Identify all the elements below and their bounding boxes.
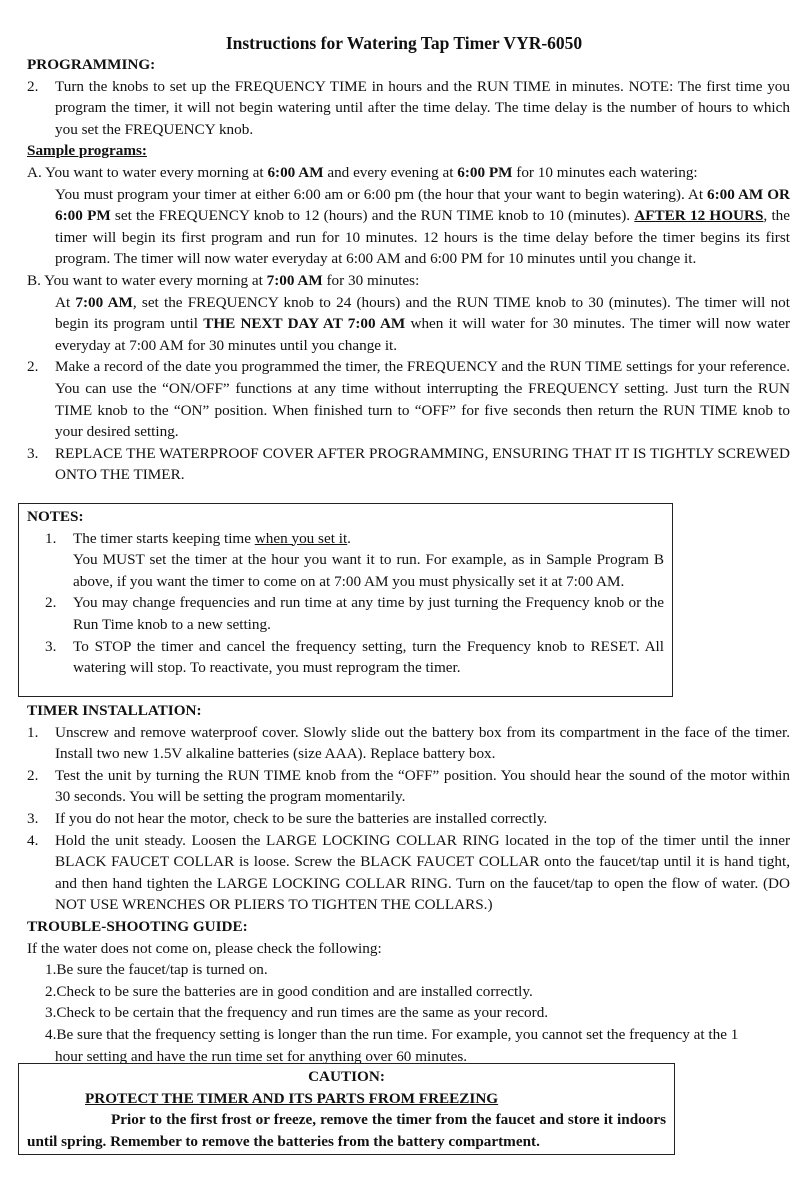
- note-number: 1.: [45, 529, 57, 547]
- sample-a-body-times: 6:00 AM OR 6:00 PM: [55, 185, 790, 225]
- sample-a-body-text-2: set the FREQUENCY knob to 12 (hours) and the RUN TIME knob to 10 (minutes).: [110, 207, 635, 225]
- installation-section: [27, 700, 790, 1067]
- step-number: 2.: [27, 766, 39, 784]
- installation-step: [27, 722, 790, 765]
- programming-heading: PROGRAMMING:: [27, 56, 156, 73]
- sample-b-intro-text-2: for 30 minutes:: [322, 271, 420, 289]
- caution-title: CAUTION:: [308, 1068, 385, 1085]
- sample-a-body: [27, 184, 790, 270]
- note-3-text: To STOP the timer and cancel the frequency setting, turn the Frequency knob to RESET. All watering will stop. To reactivate, you must reprogram the timer.: [73, 637, 664, 677]
- troubleshooting-intro: If the water does not come on, please check the following:: [27, 939, 382, 957]
- installation-step: [27, 765, 790, 808]
- step-text: Unscrew and remove waterproof cover. Slowly slide out the battery box from its compartment in the face of the timer. Install two new 1.5V alkaline batteries (size AAA). Replace battery box.: [55, 723, 790, 763]
- troubleshooting-check-4-line-2: hour setting and have the run time set for anything over 60 minutes.: [55, 1047, 468, 1065]
- step-text: Test the unit by turning the RUN TIME knob from the “OFF” position. You should hear the sound of the motor within 30 seconds. You will be setting the program momentarily.: [55, 766, 790, 806]
- sample-a-intro-text-3: for 10 minutes each watering:: [512, 163, 698, 181]
- sample-b-next-day: THE NEXT DAY AT 7:00 AM: [203, 315, 406, 333]
- sample-b-time: 7:00 AM: [266, 271, 323, 289]
- sample-b-body-text-3: when it will water for 30 minutes. The timer will now water everyday at 7:00 AM for 30 minutes until you change it.: [55, 315, 791, 354]
- document-title: Instructions for Watering Tap Timer VYR-6050: [225, 33, 583, 53]
- installation-step: [27, 830, 790, 916]
- step-text: Make a record of the date you programmed the timer, the FREQUENCY and the RUN TIME settings for your reference. You can use the “ON/OFF” functions at any time without interrupting the FREQUENCY setting. Just turn the RUN TIME knob to the “ON” position. When finished turn to “OFF” for five seconds then return the RUN TIME knob to your desired setting.: [55, 358, 790, 441]
- note-number: 3.: [45, 637, 57, 655]
- sample-b-body-text: At: [55, 293, 76, 311]
- note-number: 2.: [45, 594, 57, 612]
- step-number: 1.: [27, 723, 39, 741]
- troubleshooting-check-4-line-1: 4.Be sure that the frequency setting is longer than the run time. For example, you cannot set the frequency at the 1: [45, 1025, 739, 1043]
- sample-b-intro-text: B. You want to water every morning at: [27, 271, 267, 289]
- notes-heading: NOTES:: [27, 508, 84, 525]
- step-number: 3.: [27, 809, 39, 827]
- troubleshooting-check-3: 3.Check to be certain that the frequency and run times are the same as your record.: [45, 1004, 549, 1022]
- sample-a-time-pm: 6:00 PM: [457, 163, 513, 181]
- step-number: 3.: [27, 444, 39, 462]
- sample-a-intro: [27, 162, 790, 184]
- step-text: Hold the unit steady. Loosen the LARGE LOCKING COLLAR RING located in the top of the timer until the inner BLACK FAUCET COLLAR is loose. Screw the BLACK FAUCET COLLAR onto the faucet/tap until it is hand tight, and then hand tighten the LARGE LOCKING COLLAR RING. Turn on the faucet/tap to open the flow of water. (DO NOT USE WRENCHES OR PLIERS TO TIGHTEN THE COLLARS.): [55, 831, 790, 914]
- sample-a-body-text: You must program your timer at either 6:00 am or 6:00 pm (the hour that your want to begin watering). At: [55, 185, 708, 203]
- step-text: Turn the knobs to set up the FREQUENCY TIME in hours and the RUN TIME in minutes. NOTE: The first time you program the timer, it will not begin watering until after the time delay. The time delay is the number of hours to which you set the FREQUENCY knob.: [55, 77, 790, 138]
- sample-a-after-12-hours: AFTER 12 HOURS: [634, 207, 764, 225]
- programming-step-2: [27, 76, 790, 141]
- note-3: [27, 636, 664, 679]
- notes-box: [18, 503, 673, 697]
- troubleshooting-check-4: [27, 1024, 790, 1067]
- step-text: If you do not hear the motor, check to be sure the batteries are installed correctly.: [55, 809, 548, 827]
- caution-body: Prior to the first frost or freeze, remove the timer from the faucet and store it indoors until spring. Remember to remove the batteries from the battery compartment.: [27, 1111, 666, 1150]
- installation-step: [27, 808, 790, 830]
- note-2-text: You may change frequencies and run time at any time by just turning the Frequency knob or the Run Time knob to a new setting.: [73, 594, 664, 633]
- sample-b-body-time: 7:00 AM: [75, 293, 133, 311]
- step-text: REPLACE THE WATERPROOF COVER AFTER PROGRAMMING, ENSURING THAT IT IS TIGHTLY SCREWED ONTO THE TIMER.: [55, 444, 790, 484]
- installation-heading: TIMER INSTALLATION:: [27, 702, 202, 719]
- step-number: 2.: [27, 77, 39, 95]
- sample-a-body-text-3: , the timer will begin its first program and run for 10 minutes. 12 hours is the time delay before the timer begins its first program. The timer will now water everyday at 6:00 AM and 6:00 PM for 10 minutes until you change it.: [55, 207, 790, 268]
- note-1-period: .: [347, 529, 351, 547]
- programming-step-3-cover: [27, 443, 790, 486]
- troubleshooting-heading: TROUBLE-SHOOTING GUIDE:: [27, 917, 248, 935]
- sample-a-intro-text: A. You want to water every morning at: [27, 163, 268, 181]
- sample-a-intro-text-2: and every evening at: [323, 163, 458, 181]
- troubleshooting-check-2: 2.Check to be sure the batteries are in good condition and are installed correctly.: [45, 982, 533, 1000]
- caution-box: [18, 1063, 675, 1155]
- programming-section: [27, 54, 790, 486]
- note-1-text: The timer starts keeping time: [73, 529, 255, 547]
- sample-b-body-text-2: , set the FREQUENCY knob to 24 (hours) and the RUN TIME knob to 30 (minutes). The timer will not begin its program until: [55, 293, 790, 333]
- note-1: [27, 528, 664, 593]
- note-1-underlined: when you set it: [254, 529, 348, 547]
- sample-a-time-am: 6:00 AM: [267, 163, 324, 181]
- step-number: 2.: [27, 358, 39, 376]
- sample-b-body: [27, 292, 790, 357]
- programming-step-2-record: [27, 356, 790, 442]
- troubleshooting-check-1: 1.Be sure the faucet/tap is turned on.: [45, 961, 268, 979]
- caution-subtitle: PROTECT THE TIMER AND ITS PARTS FROM FREEZING: [85, 1089, 499, 1107]
- sample-b-intro: [27, 270, 790, 292]
- note-2: [27, 592, 664, 635]
- note-1-detail: You MUST set the timer at the hour you want it to run. For example, as in Sample Program B above, if you want the timer to come on at 7:00 AM you must physically set it at 7:00 AM.: [73, 551, 664, 590]
- step-number: 4.: [27, 831, 39, 849]
- sample-programs-heading: Sample programs:: [27, 142, 147, 160]
